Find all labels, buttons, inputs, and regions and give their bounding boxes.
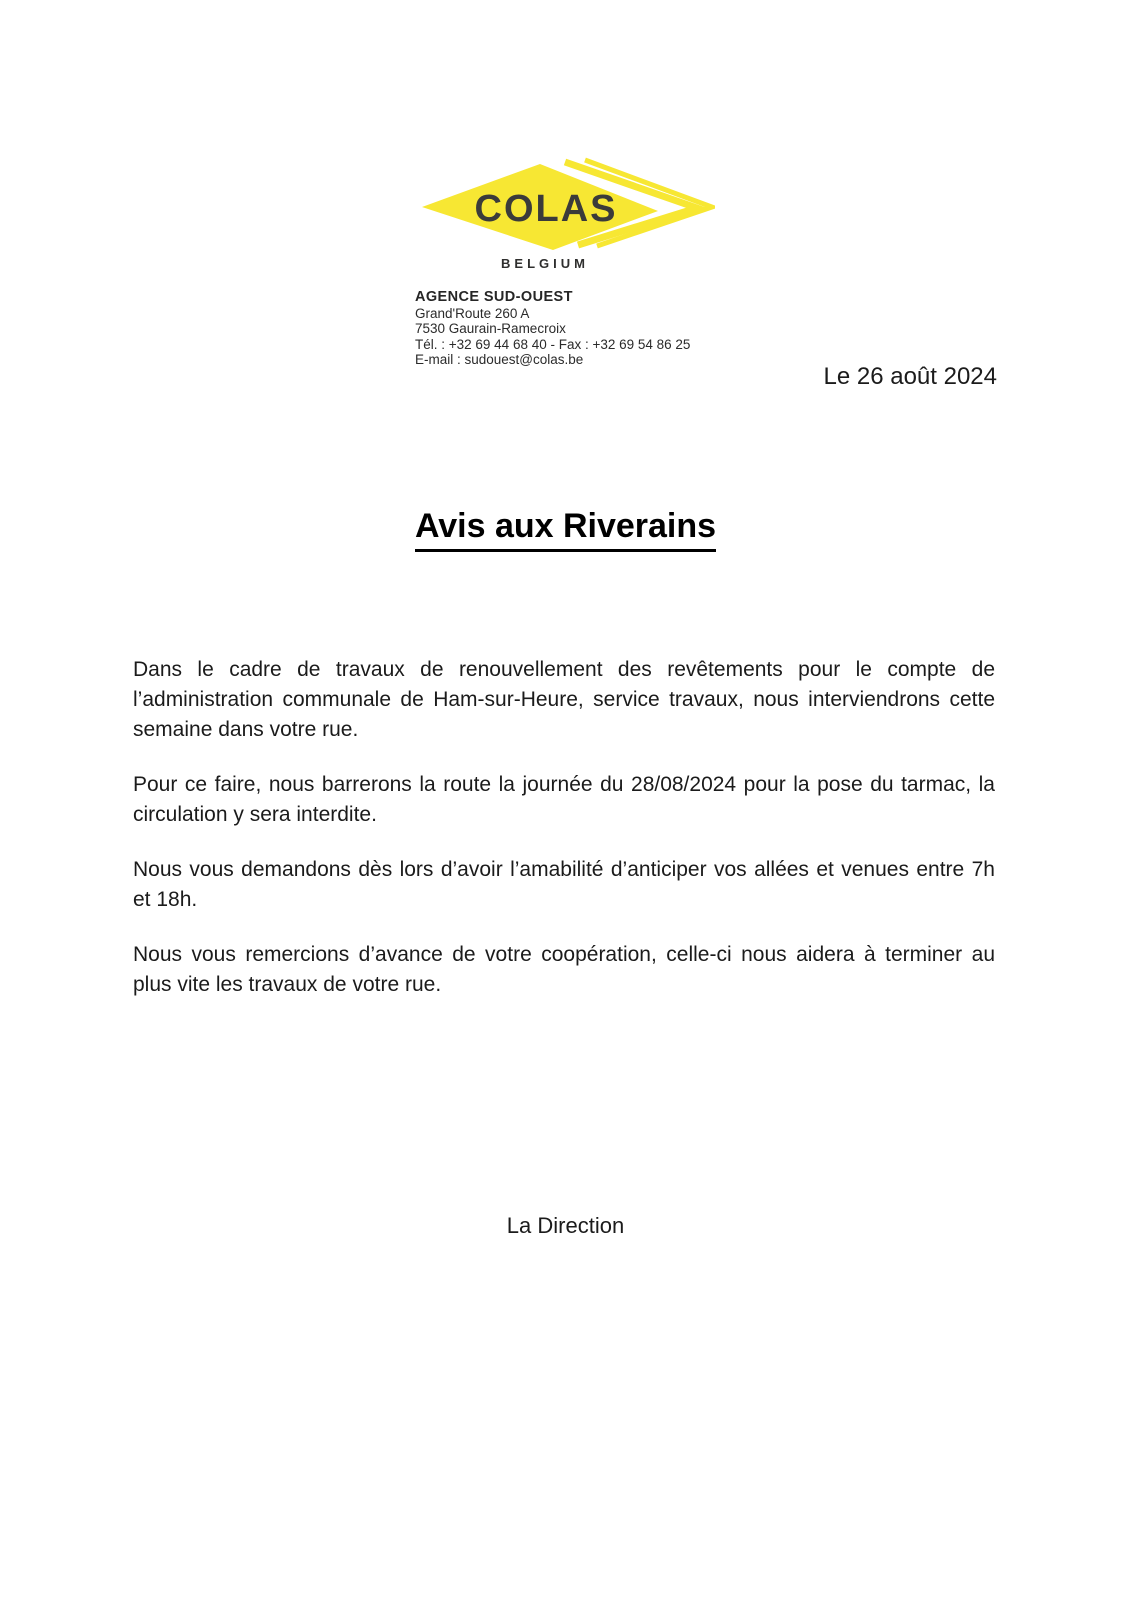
colas-wordmark: COLAS [474,188,618,230]
agency-street: Grand'Route 260 A [415,305,530,321]
agency-address-block [415,290,690,368]
colas-logo [413,148,715,258]
agency-phone-fax: Tél. : +32 69 44 68 40 - Fax : +32 69 54 86 25 [415,336,691,352]
agency-city: 7530 Gaurain-Ramecroix [415,321,566,336]
logo-country-label: BELGIUM [501,256,589,271]
letter-body [133,655,995,1025]
agency-email: E-mail : sudouest@colas.be [415,352,584,367]
paragraph-road-closure: Pour ce faire, nous barrerons la route la journée du 28/08/2024 pour la pose du tarmac, la circulation y sera interdite. [133,773,995,826]
letter-title: Avis aux Riverains [415,507,716,552]
letter-date: Le 26 août 2024 [823,363,997,390]
paragraph-intro: Dans le cadre de travaux de renouvellement des revêtements pour le compte de l’administration communale de Ham-sur-Heure, service travaux, nous interviendrons cette semaine dans votre rue. [133,658,995,741]
paragraph-thanks: Nous vous remercions d’avance de votre coopération, celle-ci nous aidera à terminer au plus vite les travaux de votre rue. [133,943,995,996]
title-wrap [0,507,1131,552]
signature: La Direction [506,1213,625,1238]
agency-name: AGENCE SUD-OUEST [415,289,573,305]
paragraph-request: Nous vous demandons dès lors d’avoir l’amabilité d’anticiper vos allées et venues entre 7h et 18h. [133,858,995,911]
